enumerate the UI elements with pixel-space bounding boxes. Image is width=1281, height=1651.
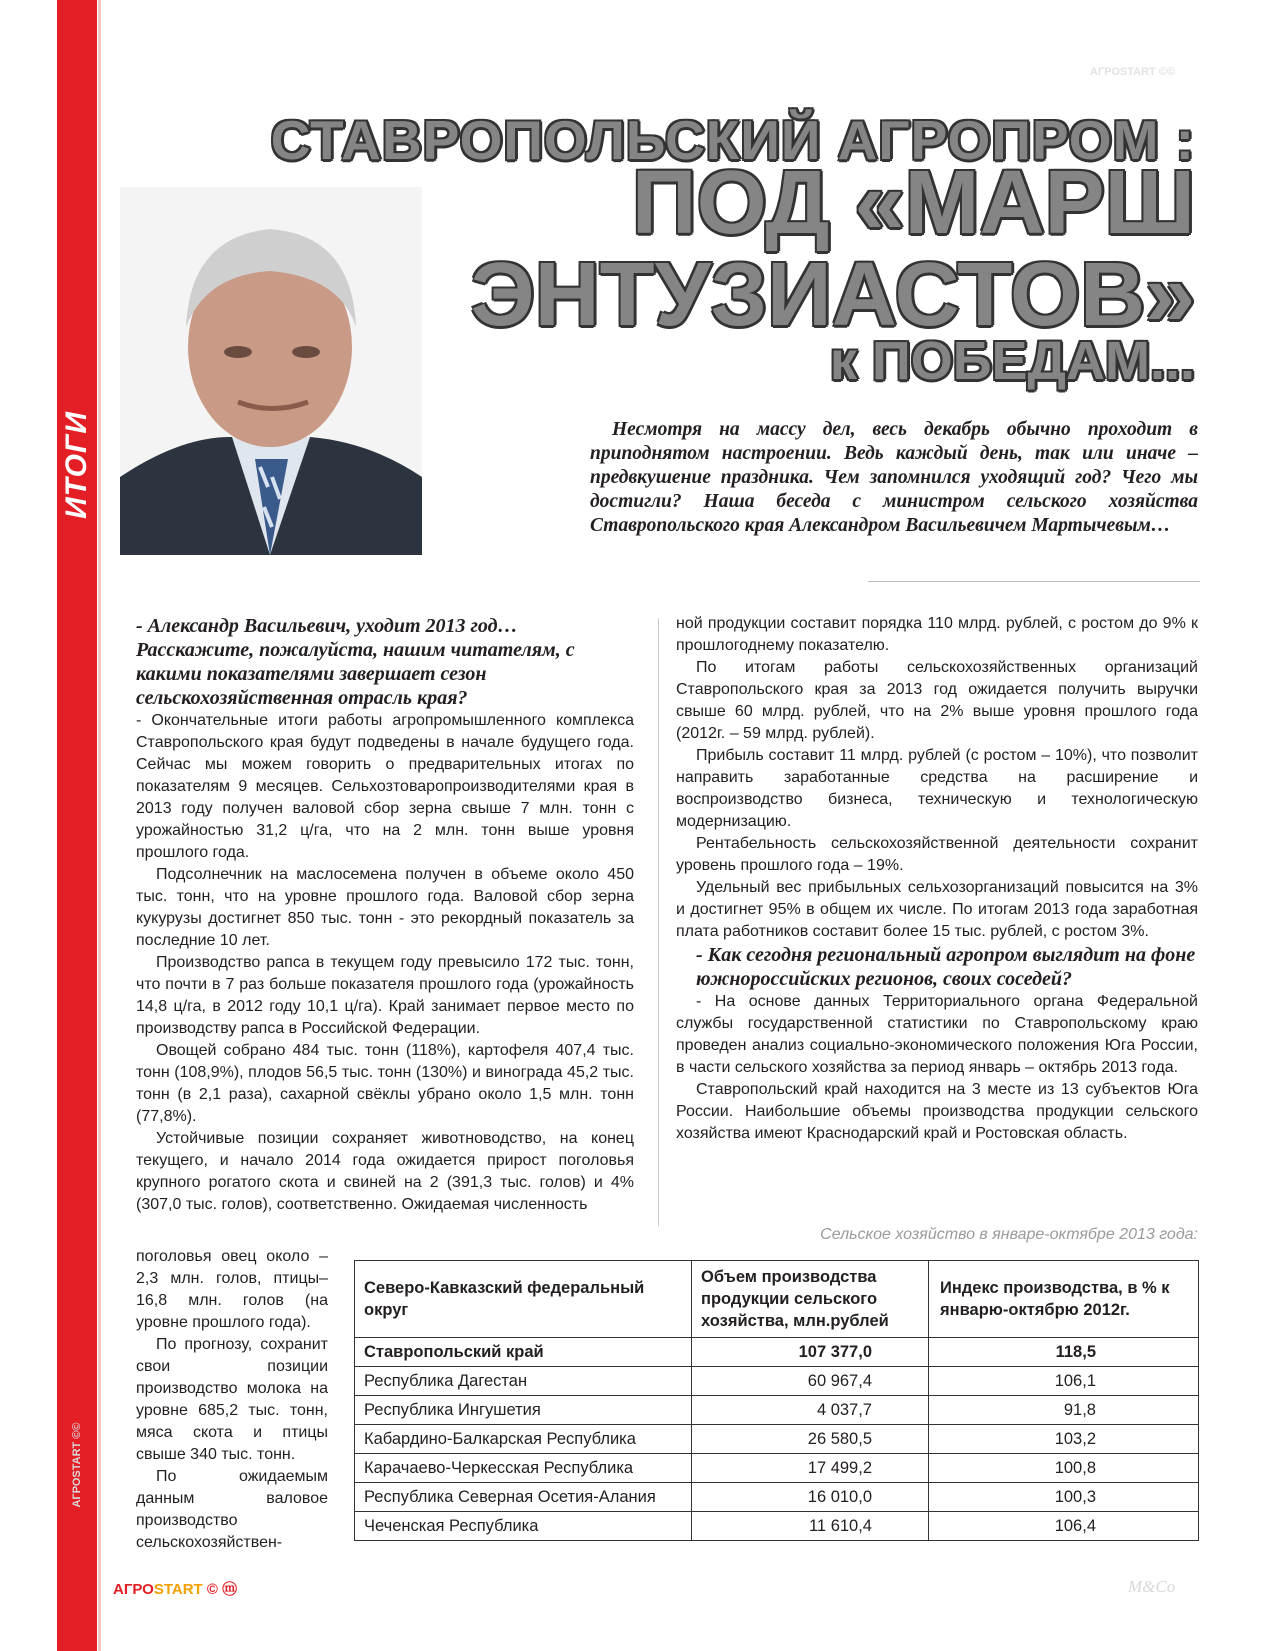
table-row <box>355 1483 1199 1512</box>
answer-paragraph: Рентабельность сельскохозяйственной деятельности сохранит уровень прошлого года – 19%. <box>676 835 1198 874</box>
table-cell-volume: 17 499,2 <box>692 1454 929 1483</box>
publisher-mark: M&Co <box>1128 1577 1176 1596</box>
question-2: - Как сегодня региональный агропром выглядит на фоне южнороссийских регионов, своих соседей? <box>696 944 1196 990</box>
logo-part-agro: АГРО <box>113 1581 154 1598</box>
headline-line-1: СТАВРОПОЛЬСКИЙ АГРОПРОМ : <box>270 109 1195 171</box>
lead-paragraph: Несмотря на массу дел, весь декабрь обычно проходит в приподнятом настроении. Ведь каждый день, так или иначе – предвкушение праздника. Чем запомнился уходящий год? Чего мы достигли? Наша беседа с министром сельского хозяйства Ставропольского края Александром Васильевичем Мартычевым… <box>590 419 1198 536</box>
answer-paragraph: Удельный вес прибыльных сельхозорганизаций повысится на 3% и достигнет 95% в общем их числе. По итогам 2013 года заработная плата работников составит более 15 тыс. рублей, с ростом 3%. <box>676 879 1198 940</box>
table-cell-volume: 11 610,4 <box>692 1512 929 1541</box>
table-row <box>355 1512 1199 1541</box>
table-cell-volume: 26 580,5 <box>692 1425 929 1454</box>
answer-paragraph: Устойчивые позиции сохраняет животноводство, на конец текущего, и начало 2014 года ожидается прирост поголовья крупного рогатого скота и свиней на 2 (391,3 тыс. голов) и 4% (307,0 тыс. голов), соответственно. Ожидаемая численность <box>136 1130 634 1213</box>
portrait-illustration <box>120 187 422 555</box>
answer-paragraph: - Окончательные итоги работы агропромышленного комплекса Ставропольского края будут подведены в начале будущего года. Сейчас мы можем говорить о предварительных итогах по показателям 9 месяцев. Сельхозтоваропроизводителями края в 2013 году получен валовой сбор зерна свыше 7 млн. тонн с урожайностью 31,2 ц/га, что на 2 млн. тонн выше уровня прошлого года. <box>136 712 634 861</box>
answer-paragraph: Ставропольский край находится на 3 месте из 13 субъектов Юга России. Наибольшие объемы производства продукции сельского хозяйства имеют Краснодарский край и Ростовская область. <box>676 1081 1198 1142</box>
column-divider <box>658 618 659 1226</box>
answer-paragraph: Овощей собрано 484 тыс. тонн (118%), картофеля 407,4 тыс. тонн (108,9%), плодов 56,5 тыс. тонн (130%) и винограда 45,2 тыс. тонн (в 2,1 раза), сахарной свёклы убрано около 1,5 млн. тонн (77,8%). <box>136 1042 634 1125</box>
section-label-text: ИТОГИ <box>60 411 93 519</box>
top-watermark: АГРОSTART ©© <box>1090 66 1176 78</box>
answer-paragraph: Прибыль составит 11 млрд. рублей (с ростом – 10%), что позволит направить заработанные средства на расширение и воспроизводство бизнеса, техническую и технологическую модернизацию. <box>676 747 1198 830</box>
table-cell-index: 106,1 <box>929 1367 1199 1396</box>
table-row <box>355 1338 1199 1367</box>
table-row <box>355 1425 1199 1454</box>
table-cell-region: Ставропольский край <box>355 1338 692 1367</box>
table-header-cell: Северо-Кавказский федеральный округ <box>355 1261 692 1338</box>
sidebar-edge <box>98 0 101 1651</box>
column-narrow <box>136 1246 328 1554</box>
agriculture-table <box>354 1260 1199 1541</box>
answer-paragraph: По итогам работы сельскохозяйственных организаций Ставропольского края за 2013 год ожидается получить выручки свыше 60 млрд. рублей, что на 2% выше уровня прошлого года (2012г. – 59 млрд. рублей). <box>676 659 1198 742</box>
table-cell-region: Карачаево-Черкесская Республика <box>355 1454 692 1483</box>
magazine-logo <box>113 1578 237 1599</box>
answer-paragraph: Подсолнечник на маслосемена получен в объеме около 450 тыс. тонн, что на уровне прошлого года. Валовой сбор зерна кукурузы достигнет 850 тыс. тонн - это рекордный показатель за последние 10 лет. <box>136 866 634 949</box>
table-cell-volume: 60 967,4 <box>692 1367 929 1396</box>
answer-paragraph: поголовья овец около – 2,3 млн. голов, птицы– 16,8 млн. голов (на уровне прошлого года). <box>136 1248 328 1331</box>
answer-paragraph: ной продукции составит порядка 110 млрд. рублей, с ростом до 9% к прошлогоднему показателю. <box>676 615 1198 654</box>
table-cell-index: 100,8 <box>929 1454 1199 1483</box>
table-cell-index: 118,5 <box>929 1338 1199 1367</box>
answer-paragraph: Производство рапса в текущем году превысило 172 тыс. тонн, что почти в 7 раз больше показателя прошлого года (урожайность 14,8 ц/га, в 2012 году 10,1 ц/га). Край занимает первое место по производству рапса в Российской Федерации. <box>136 954 634 1037</box>
table-row <box>355 1396 1199 1425</box>
table-header-cell: Индекс производства, в % к январю-октябрю 2012г. <box>929 1261 1199 1338</box>
table-cell-index: 103,2 <box>929 1425 1199 1454</box>
table-header-row <box>355 1261 1199 1338</box>
table-header-cell: Объем производства продукции сельского хозяйства, млн.рублей <box>692 1261 929 1338</box>
table-row <box>355 1454 1199 1483</box>
table-cell-volume: 107 377,0 <box>692 1338 929 1367</box>
portrait-photo <box>120 187 422 555</box>
logo-part-start: START <box>153 1581 203 1598</box>
lead-rule <box>868 581 1200 582</box>
answer-paragraph: По прогнозу, сохранит свои позиции производство молока на уровне 685,2 тыс. тонн, мяса скота и птицы свыше 340 тыс. тонн. <box>136 1336 328 1463</box>
table-cell-region: Республика Северная Осетия-Алания <box>355 1483 692 1512</box>
section-label <box>57 380 97 550</box>
headline-line-3: ЭНТУЗИАСТОВ» <box>470 245 1195 345</box>
table-cell-region: Чеченская Республика <box>355 1512 692 1541</box>
table-row <box>355 1367 1199 1396</box>
table-cell-region: Республика Ингушетия <box>355 1396 692 1425</box>
headline-line-2: ПОД «МАРШ <box>631 153 1195 253</box>
table-cell-index: 106,4 <box>929 1512 1199 1541</box>
table-caption: Сельское хозяйство в январе-октябре 2013 года: <box>820 1226 1198 1243</box>
table-cell-region: Кабардино-Балкарская Республика <box>355 1425 692 1454</box>
column-left <box>136 614 634 1216</box>
answer-paragraph: По ожидаемым данным валовое производство сельскохозяйствен- <box>136 1468 328 1551</box>
headline-line-4: к ПОБЕДАМ... <box>829 331 1195 391</box>
answer-paragraph: - На основе данных Территориального органа Федеральной службы государственной статистики по Ставропольскому краю проведен анализ социально-экономического положения Юга России, в части сельского хозяйства за период январь – октябрь 2013 года. <box>676 993 1198 1076</box>
edge-watermark-text: АГРОSTART ©© <box>71 1422 83 1508</box>
column-right <box>676 613 1198 1145</box>
question-1: - Александр Васильевич, уходит 2013 год… Расскажите, пожалуйста, нашим читателям, с какими показателями завершает сезон сельскохозяйственная отрасль края? <box>136 615 575 709</box>
table-cell-index: 91,8 <box>929 1396 1199 1425</box>
table-cell-volume: 4 037,7 <box>692 1396 929 1425</box>
table-cell-index: 100,3 <box>929 1483 1199 1512</box>
logo-part-mark: © ⓜ <box>202 1581 238 1598</box>
table-cell-volume: 16 010,0 <box>692 1483 929 1512</box>
edge-watermark <box>70 1390 84 1540</box>
table-cell-region: Республика Дагестан <box>355 1367 692 1396</box>
